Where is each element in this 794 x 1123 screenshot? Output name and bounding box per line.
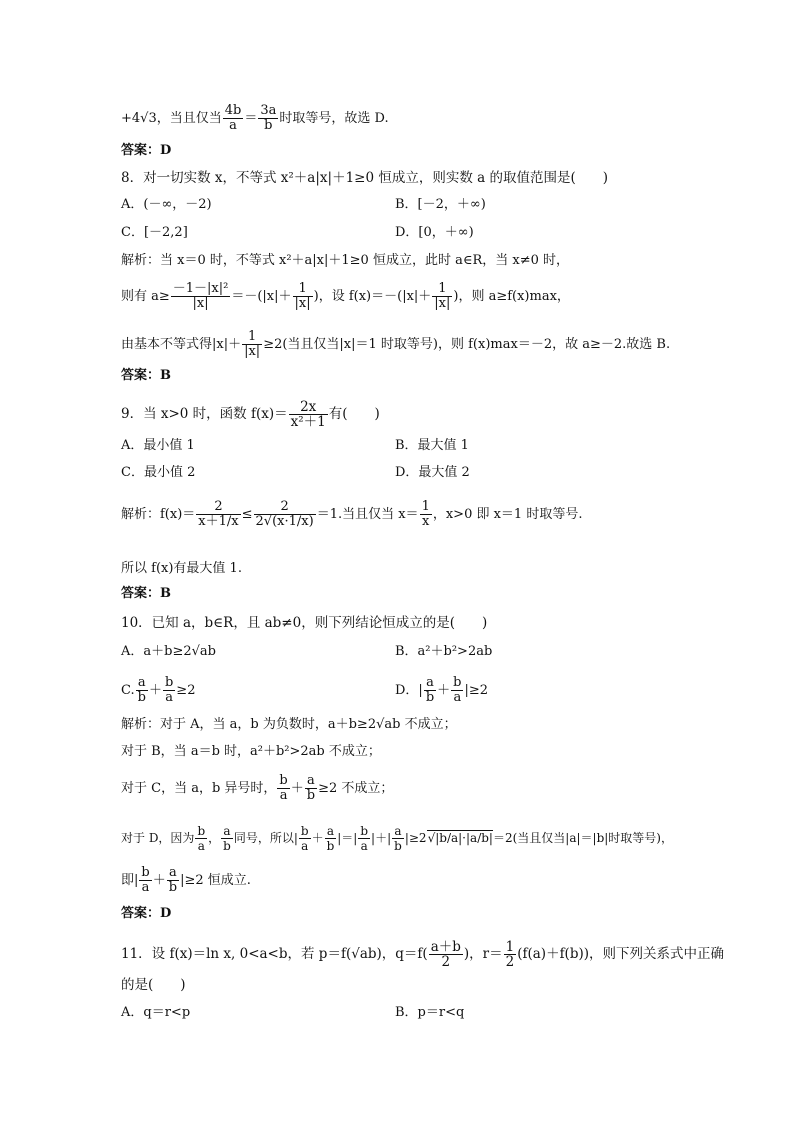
- solution-10-line1: 解析：对于 A，当 a，b 为负数时，a＋b≥2√ab 不成立；: [121, 717, 457, 732]
- option-11a: A．q＝r<p: [121, 1005, 191, 1020]
- text: 由基本不等式得|x|＋: [121, 337, 242, 352]
- fraction: [258, 104, 278, 133]
- option-11b: B．p＝r<q: [395, 1005, 465, 1020]
- denominator: |x|: [244, 344, 261, 359]
- fraction: [254, 500, 316, 529]
- denominator: x＋1/x: [198, 514, 239, 529]
- answer-8: 答案：B: [121, 368, 171, 383]
- fraction: [196, 500, 240, 529]
- option-8d: D．[0，＋∞): [395, 225, 474, 240]
- denominator: 2: [441, 954, 451, 970]
- text: 同号，所以|: [233, 831, 298, 845]
- text: )，则 a≥f(x)max，: [453, 289, 570, 304]
- option-10a: A．a＋b≥2√ab: [121, 644, 216, 659]
- numerator: b: [300, 824, 309, 838]
- question-10: 10．已知 a，b∈R，且 ab≠0，则下列结论恒成立的是( ): [121, 615, 488, 631]
- fraction: [293, 282, 313, 311]
- option-9b: B．最大值 1: [395, 438, 469, 453]
- question-11-line2: 的是( ): [121, 977, 186, 993]
- numerator: 3a: [260, 103, 277, 118]
- numerator: a: [424, 676, 436, 691]
- numerator: b: [279, 773, 288, 788]
- denominator: b: [326, 839, 335, 853]
- option-9c: C．最小值 2: [121, 465, 196, 480]
- fraction: [242, 330, 262, 359]
- text: ，x>0 即 x＝1 时取等号.: [432, 507, 583, 522]
- denominator: b: [306, 788, 316, 803]
- text: )，设 f(x)＝－(|x|＋: [313, 289, 432, 304]
- numerator: 4b: [224, 103, 242, 118]
- fraction: [358, 824, 370, 853]
- denominator: a: [279, 788, 288, 803]
- text: 对于 D，因为: [121, 831, 195, 845]
- text: ＝1.当且仅当 x＝: [316, 507, 419, 522]
- text: ＋: [290, 781, 304, 796]
- denominator: a: [141, 880, 150, 895]
- solution-9-line2: 所以 f(x)有最大值 1.: [121, 561, 242, 576]
- solution-10-line2: 对于 B，当 a＝b 时，a²＋b²>2ab 不成立；: [121, 744, 381, 759]
- text: 11．设 f(x)＝ln x, 0<a<b，若 p＝f(√ab)，q＝f(: [121, 946, 428, 962]
- option-8b: B．[－2，＋∞): [395, 197, 486, 212]
- text: ＋: [152, 873, 166, 888]
- denominator: x: [422, 514, 430, 529]
- denominator: 2√(x·1/x): [255, 514, 314, 529]
- numerator: a: [305, 774, 317, 789]
- text: |≥2 恒成立.: [180, 873, 251, 888]
- solution-9-line1: [121, 500, 582, 529]
- text: 时取等号，故选 D.: [279, 111, 389, 126]
- fraction: [305, 774, 317, 803]
- question-11-line1: [121, 940, 724, 969]
- numerator: a: [136, 676, 148, 691]
- text: )，r＝: [463, 946, 503, 962]
- answer-10: 答案：D: [121, 906, 172, 921]
- fraction: [432, 282, 452, 311]
- text: ＋: [437, 683, 451, 698]
- numerator: 1: [242, 330, 262, 345]
- fraction: [289, 400, 328, 429]
- option-10b: B．a²＋b²>2ab: [395, 644, 493, 659]
- fraction: [299, 824, 311, 853]
- numerator: a: [325, 824, 337, 839]
- text: ＋: [148, 683, 162, 698]
- fraction: [392, 824, 404, 853]
- denominator: b: [137, 690, 146, 705]
- text: ≤: [241, 507, 253, 522]
- numerator: 1: [505, 939, 515, 955]
- solution-8-line1: 解析：当 x＝0 时，不等式 x²＋a|x|＋1≥0 恒成立，此时 a∈R，当 x≠0 时，: [121, 253, 570, 268]
- numerator: 1: [432, 282, 452, 297]
- numerator: b: [164, 675, 174, 690]
- denominator: a: [453, 690, 462, 705]
- numerator: a＋b: [430, 939, 461, 955]
- numerator: 1: [293, 282, 313, 297]
- answer-7: 答案：D: [121, 143, 172, 158]
- text: C.: [121, 683, 135, 698]
- numerator: b: [360, 824, 369, 838]
- text: 解析：f(x)＝: [121, 507, 196, 522]
- square-root: √ |b/a|·|a/b|: [427, 830, 493, 845]
- text: 即|: [121, 873, 139, 888]
- option-8a: A．(－∞，－2): [121, 197, 212, 212]
- text: 对于 C，当 a，b 异号时，: [121, 781, 277, 796]
- solution-10-line5: [121, 866, 251, 895]
- numerator: a: [392, 824, 404, 839]
- denominator: b: [394, 839, 402, 853]
- denominator: a: [360, 839, 368, 853]
- fraction: [325, 824, 337, 853]
- text: 有( ): [328, 406, 380, 422]
- solution-8-line3: [121, 330, 670, 359]
- fraction: [451, 676, 463, 705]
- denominator: |x|: [192, 296, 209, 311]
- denominator: b: [223, 839, 231, 853]
- text: +4√3，当且仅当: [121, 111, 222, 126]
- fraction: [420, 500, 432, 529]
- text: |＝|: [337, 831, 358, 845]
- question-9: [121, 400, 380, 429]
- fraction: [163, 676, 175, 705]
- numerator: 2: [254, 500, 316, 515]
- denominator: b: [264, 118, 273, 133]
- numerator: a: [221, 824, 233, 839]
- numerator: 2x: [289, 400, 328, 415]
- option-9d: D．最大值 2: [395, 465, 470, 480]
- option-10c: [121, 676, 195, 705]
- denominator: 2: [505, 954, 515, 970]
- question-8: 8．对一切实数 x，不等式 x²＋a|x|＋1≥0 恒成立，则实数 a 的取值范围是( ): [121, 170, 609, 186]
- denominator: b: [425, 690, 435, 705]
- option-8c: C．[－2,2]: [121, 225, 188, 240]
- option-10d: [395, 676, 488, 705]
- text: ＝2(当且仅当|a|＝|b|时取等号)，: [492, 831, 673, 845]
- denominator: a: [165, 690, 174, 705]
- solution-10-line4: [121, 824, 673, 853]
- text: ＝: [244, 111, 258, 126]
- denominator: a: [229, 118, 237, 133]
- text: (f(a)＋f(b))，则下列关系式中正确: [517, 946, 725, 962]
- fraction: [195, 824, 207, 853]
- numerator: b: [453, 675, 462, 690]
- solution-continuation: [121, 104, 389, 133]
- numerator: －1－|x|²: [172, 281, 229, 296]
- denominator: a: [197, 839, 205, 853]
- answer-9: 答案：B: [121, 586, 171, 601]
- fraction: [277, 774, 289, 803]
- fraction: [221, 824, 233, 853]
- numerator: 1: [421, 499, 430, 514]
- denominator: x²＋1: [290, 414, 326, 430]
- numerator: a: [167, 866, 179, 881]
- text: 则有 a≥: [121, 289, 170, 304]
- text: ≥2: [176, 683, 196, 698]
- text: ≥2(当且仅当|x|＝1 时取等号)，则 f(x)max＝－2，故 a≥－2.故选 B.: [263, 337, 671, 352]
- denominator: |x|: [434, 296, 451, 311]
- text: D．|: [395, 683, 423, 698]
- numerator: b: [141, 865, 150, 880]
- option-9a: A．最小值 1: [121, 438, 195, 453]
- denominator: b: [168, 880, 178, 895]
- solution-10-line3: [121, 774, 393, 803]
- fraction: [136, 676, 148, 705]
- text: ＝－(|x|＋: [231, 289, 292, 304]
- text: 9．当 x>0 时，函数 f(x)＝: [121, 406, 288, 422]
- numerator: 2: [196, 500, 240, 515]
- numerator: b: [197, 824, 206, 838]
- fraction: [223, 104, 244, 133]
- fraction: [429, 940, 463, 969]
- fraction: [139, 866, 151, 895]
- denominator: a: [301, 839, 309, 853]
- text: |≥2: [404, 831, 427, 845]
- fraction: [424, 676, 436, 705]
- text: ≥2 不成立；: [318, 781, 394, 796]
- fraction: [171, 282, 231, 311]
- solution-8-line2: [121, 282, 570, 311]
- text: ＋: [311, 831, 324, 845]
- fraction: [504, 940, 517, 969]
- text: ，: [208, 831, 221, 845]
- text: |≥2: [464, 683, 489, 698]
- text: |＋|: [371, 831, 392, 845]
- denominator: |x|: [294, 296, 311, 311]
- fraction: [167, 866, 179, 895]
